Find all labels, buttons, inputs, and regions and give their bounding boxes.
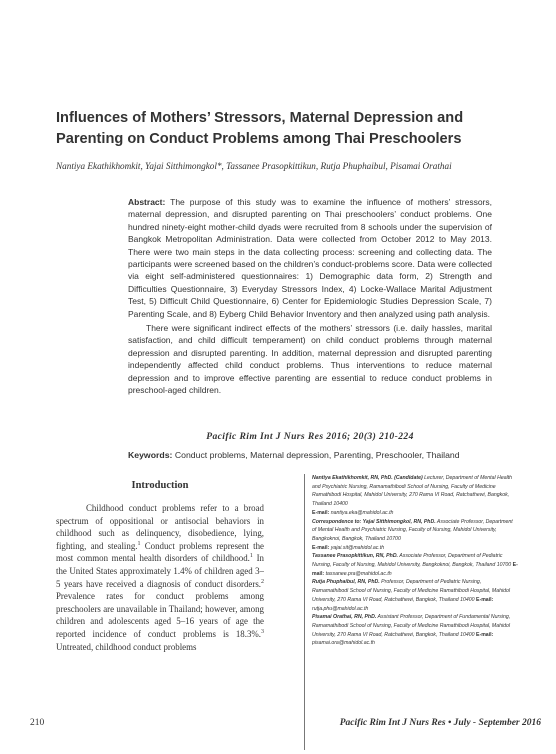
- abstract-text-1: The purpose of this study was to examine the influence of mothers’ stressors, maternal depression, and disrupted parenting on Thai preschoolers’ conduct problems. One hundred ninety-eight mother-child dyads were recruited from 8 schools under the supervision of Bangkok Metropolitan Administration. Data were collected from October 2012 to May 2013. There were two main steps in the data collecting process: screening and collecting data. The participants were screened based on the children’s conduct-problems score. Data were collected via eight self-administered questionnaires: 1) Demographic data form, 2) Strength and Difficulties Questionnaire, 3) Everyday Stressors Index, 4) Locke-Wallace Marital Adjustment Test, 5) Difficult Child Questionnaire, 6) Center for Epidemiologic Studies Depression Scale, 7) Parenting Scale, and 8) Eyberg Child Behavior Inventory and then analyzed using path analysis.: [128, 197, 492, 319]
- affiliation-4: [312, 578, 518, 613]
- affiliation-name: Rutja Phuphaibul, RN, PhD.: [312, 579, 380, 586]
- affiliation-email: nantiya.eka@mahidol.ac.th: [330, 509, 394, 516]
- introduction-body: [56, 502, 264, 653]
- affiliation-name: Tassanee Prasopkittikun, RN, PhD.: [312, 553, 399, 560]
- ref-sup-4: 3: [261, 628, 264, 635]
- affiliation-email: yajai.sit@mahidol.ac.th: [330, 544, 385, 551]
- email-label: E-mail:: [312, 562, 518, 577]
- introduction-heading: Introduction: [131, 480, 189, 491]
- ref-sup-3: 2: [261, 578, 264, 585]
- affiliation-text: Lecturer, Department of Mental Health and Psychiatric Nursing, Ramamathibodi School of Nursing, Faculty of Medicine Ramathibodi Hospital, Mahidol University, 270 Rama VI Road, Ratchathewi, Bangkok, Thailand 10400: [312, 475, 513, 508]
- affiliation-text: Assistant Professor, Department of Fundamental Nursing, Ramamathibodi School of Nursing, Faculty of Medicine Ramathibodi Hospital, Mahidol University, 270 Rama VI Road, Ratchathewi, Bangkok, Thailand 10400: [312, 614, 511, 638]
- column-divider: [304, 474, 305, 750]
- affiliation-name: Pisamai Orathai, RN, PhD.: [312, 614, 377, 621]
- keywords-label: Keywords:: [128, 450, 173, 460]
- keywords: [128, 450, 492, 460]
- ref-sup-1: 1: [137, 540, 141, 547]
- author-affiliations: [312, 474, 518, 749]
- abstract-paragraph-1: [128, 196, 492, 320]
- email-label: E-mail:: [476, 631, 494, 638]
- affiliation-text: Associate Professor, Department of Mental Health and Psychiatric Nursing, Faculty of Nursing, Mahidol University, Bangkoknoi, Bangkok, Thailand 10700: [312, 518, 513, 542]
- intro-text-1: Childhood conduct problems refer to a broad spectrum of oppositional or antisocial behaviors in childhood such as delinquency, disobedience, lying, fighting, and stealing.: [56, 503, 264, 551]
- abstract: [128, 196, 492, 397]
- keywords-text: Conduct problems, Maternal depression, Parenting, Preschooler, Thailand: [174, 450, 460, 460]
- affiliation-email: pisamai.ora@mahidol.ac.th: [312, 640, 375, 647]
- author-list: Nantiya Ekathikhomkit, Yajai Sitthimongkol*, Tassanee Prasopkittikun, Rutja Phuphaibul, Pisamai Orathai: [56, 161, 452, 171]
- citation-line: Pacific Rim Int J Nurs Res 2016; 20(3) 210-224: [206, 431, 414, 442]
- intro-text-3: In the United States approximately 1.4% of children aged 3–5 years have received a diagnosis of conduct disorders.: [56, 553, 264, 589]
- affiliation-email: tassanee.pra@mahidol.ac.th: [325, 570, 392, 577]
- ref-sup-2: 1: [249, 553, 253, 560]
- affiliation-5: [312, 613, 518, 648]
- intro-text-4: Prevalence rates for conduct problems among preschoolers are unavailable in Thailand; however, among children and adolescents aged 5–16 years of age the reported incidence of conduct problems is 18.3%.: [56, 591, 264, 639]
- email-label: E-mail:: [476, 596, 494, 603]
- journal-footer: Pacific Rim Int J Nurs Res • July - September 2016: [339, 718, 541, 728]
- affiliation-1: [312, 474, 518, 518]
- email-label: E-mail:: [312, 544, 330, 551]
- affiliation-email: rutja.phu@mahidol.ac.th: [312, 605, 369, 612]
- affiliation-name: Nantiya Ekathikhomkit, RN, PhD. (Candidate): [312, 475, 423, 481]
- abstract-paragraph-2: There were significant indirect effects of the mothers’ stressors (i.e. daily hassles, marital satisfaction, and child difficult temperament) on child conduct problems through maternal depression and disrupted parenting. In addition, maternal depression and disrupted parenting independently affected child conduct problems. Thus interventions to reduce maternal depression and to improve effective parenting are essential to reduce conduct problems in preschool-aged children.: [128, 323, 492, 396]
- page-number: 210: [30, 718, 45, 728]
- article-title: Influences of Mothers’ Stressors, Maternal Depression and Parenting on Conduct Problems among Thai Preschoolers: [56, 110, 464, 147]
- affiliation-2: [312, 518, 518, 553]
- affiliation-text: Professor, Department of Pediatric Nursing, Ramamathibodi School of Nursing, Faculty of Medicine Ramathibodi Hospital, Mahidol University, 270 Rama VI Road, Ratchathewi, Bangkok, Thailand 10400: [312, 579, 511, 603]
- intro-text-2: Conduct problems represent the most common mental health disorders of childhood.: [56, 540, 264, 564]
- affiliation-name: Correspondence to: Yajai Sitthimongkol, RN, PhD.: [312, 518, 436, 525]
- affiliation-3: [312, 552, 518, 578]
- email-label: E-mail:: [312, 509, 330, 516]
- affiliation-text: Associate Professor, Department of Pediatric Nursing, Faculty of Nursing, Mahidol University, Bangkoknoi, Bangkok, Thailand 10700: [312, 553, 512, 569]
- intro-text-5: Untreated, childhood conduct problems: [56, 641, 197, 652]
- abstract-label: Abstract:: [128, 197, 166, 207]
